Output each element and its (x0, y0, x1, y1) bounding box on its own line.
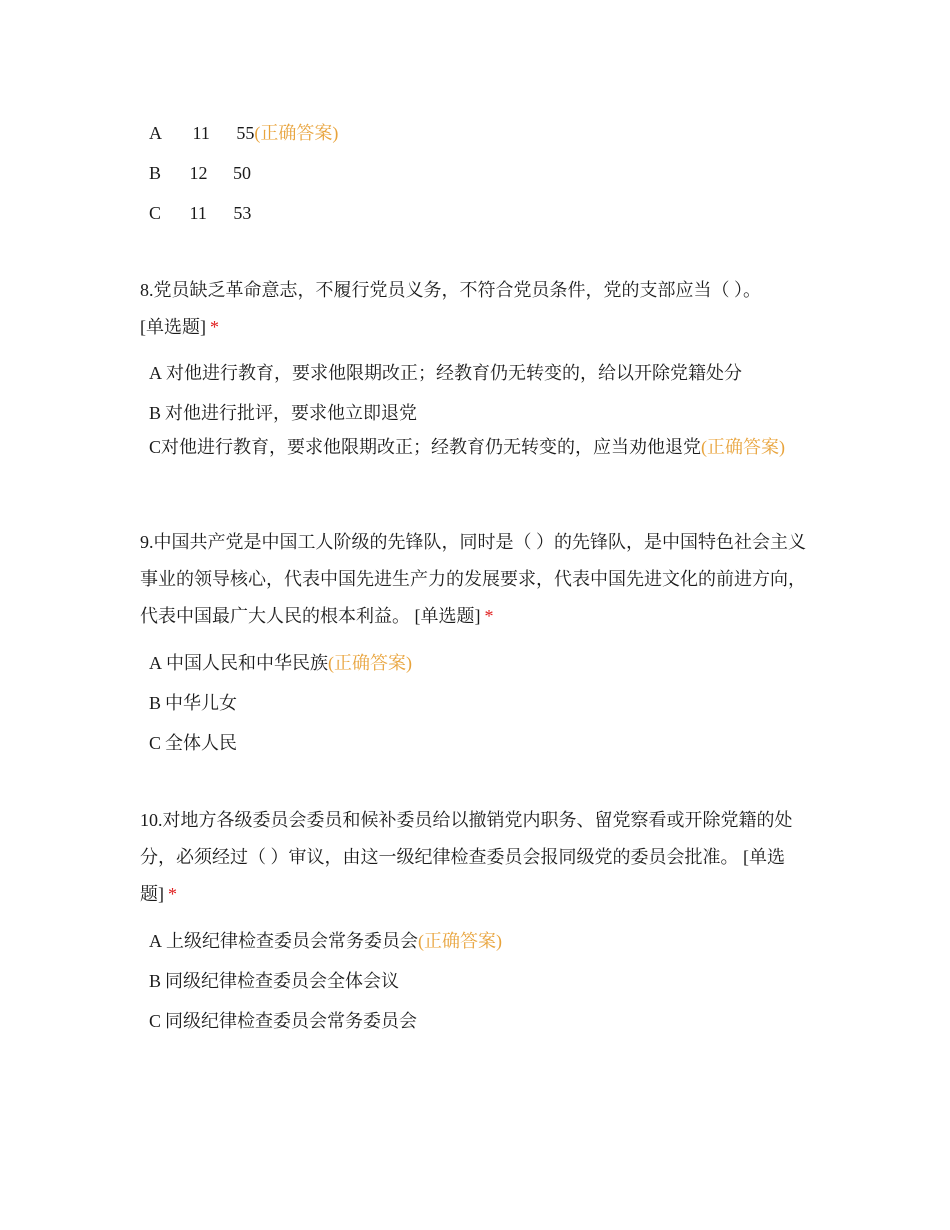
option-value-1: 11 (192, 123, 210, 143)
q7-option-b[interactable] (149, 160, 251, 186)
option-text: 同级纪律检查委员会全体会议 (165, 971, 400, 991)
option-letter: A (149, 123, 162, 143)
option-letter: C (149, 437, 162, 457)
option-letter: B (149, 403, 162, 423)
q8-option-c[interactable] (149, 434, 799, 460)
q10-option-b[interactable] (149, 968, 399, 994)
option-value-2: 55 (236, 123, 255, 143)
option-letter: C (149, 1011, 162, 1031)
q7-option-a[interactable] (149, 120, 338, 146)
q10-option-c[interactable] (149, 1008, 417, 1034)
question-type: [单选题] (140, 847, 785, 904)
option-text: 对他进行教育，要求他限期改正；经教育仍无转变的，给以开除党籍处分 (166, 363, 742, 383)
option-letter: A (149, 653, 162, 673)
option-letter: A (149, 363, 162, 383)
required-marker: * (168, 884, 177, 904)
q9-option-b[interactable] (149, 690, 237, 716)
option-letter: B (149, 971, 162, 991)
option-text: 对他进行批评，要求他立即退党 (165, 403, 418, 423)
option-text: 中国人民和中华民族 (166, 653, 328, 673)
correct-answer-badge: (正确答案) (701, 437, 786, 457)
q9-option-a[interactable] (149, 650, 412, 676)
option-letter: C (149, 203, 162, 223)
required-marker: * (484, 606, 494, 626)
q10-option-a[interactable] (149, 928, 502, 954)
question-text: 9.中国共产党是中国工人阶级的先锋队，同时是（ ）的先锋队，是中国特色社会主义事业的领导核心，代表中国先进生产力的发展要求，代表中国先进文化的前进方向，代表中国最广大人民的根本利益。 (140, 532, 806, 626)
option-text: 中华儿女 (165, 693, 238, 713)
option-value-1: 12 (189, 163, 208, 183)
option-text: 对他进行教育，要求他限期改正；经教育仍无转变的，应当劝他退党 (161, 437, 702, 457)
q9-option-c[interactable] (149, 730, 237, 756)
question-text: 10.对地方各级委员会委员和候补委员给以撤销党内职务、留党察看或开除党籍的处分，必须经过（ ）审议，由这一级纪律检查委员会报同级党的委员会批准。 (140, 810, 793, 867)
option-letter: B (149, 693, 162, 713)
option-text: 上级纪律检查委员会常务委员会 (166, 931, 418, 951)
question-9 (140, 524, 820, 635)
option-value-1: 11 (189, 203, 207, 223)
question-type: [单选题] (414, 606, 481, 626)
question-type: [单选题] (140, 317, 206, 337)
option-text: 同级纪律检查委员会常务委员会 (165, 1011, 418, 1031)
required-marker: * (210, 317, 219, 337)
question-8 (140, 272, 820, 346)
question-10 (140, 802, 820, 913)
option-letter: C (149, 733, 162, 753)
option-letter: B (149, 163, 162, 183)
correct-answer-badge: (正确答案) (418, 931, 502, 951)
option-text: 全体人民 (165, 733, 238, 753)
correct-answer-badge: (正确答案) (254, 123, 339, 143)
q8-option-a[interactable] (149, 360, 742, 386)
q8-option-b[interactable] (149, 400, 417, 426)
correct-answer-badge: (正确答案) (328, 653, 412, 673)
q7-option-c[interactable] (149, 200, 251, 226)
option-value-2: 50 (233, 163, 252, 183)
option-value-2: 53 (233, 203, 252, 223)
question-text: 8.党员缺乏革命意志，不履行党员义务，不符合党员条件，党的支部应当（ ）。 (140, 280, 761, 300)
option-letter: A (149, 931, 162, 951)
